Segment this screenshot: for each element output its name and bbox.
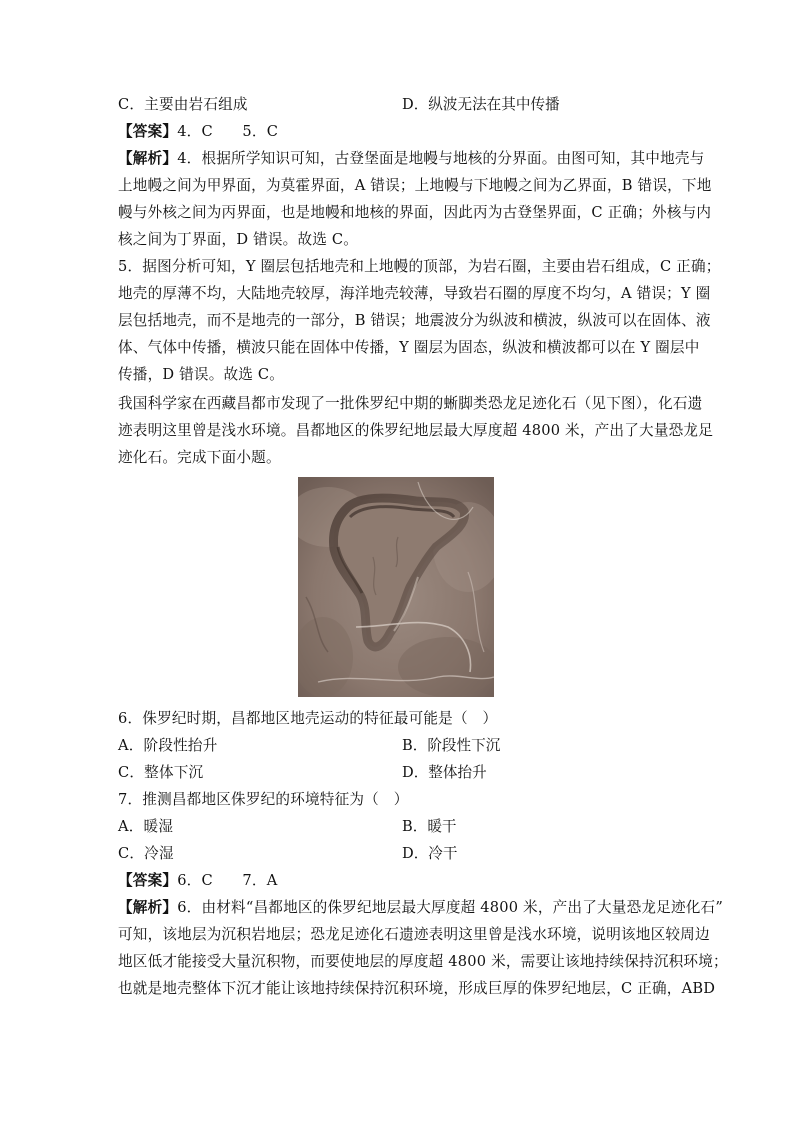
q6-option-d: D．整体抬升: [402, 764, 487, 781]
material-line-3: 迹化石。完成下面小题。: [118, 449, 281, 466]
dinosaur-footprint-photo: [298, 477, 494, 697]
analysis-label: 【解析】: [118, 899, 178, 916]
analysis-4-line-2: 上地幔之间为甲界面，为莫霍界面，A 错误；上地幔与下地幔之间为乙界面，B 错误，下地: [118, 177, 712, 194]
analysis-6-line-4: 也就是地壳整体下沉才能让该地持续保持沉积环境，形成巨厚的侏罗纪地层，C 正确，ABD: [118, 980, 716, 997]
analysis-6-line-2: 可知，该地层为沉积岩地层；恐龙足迹化石遗迹表明这里曾是浅水环境，说明该地区较周边: [118, 926, 710, 943]
analysis-label: 【解析】: [118, 150, 178, 167]
q7-option-a: A．暖湿: [118, 818, 174, 835]
q6-stem: 6．侏罗纪时期，昌都地区地壳运动的特征最可能是（ ）: [118, 710, 498, 727]
q6-option-a: A．阶段性抬升: [118, 737, 218, 754]
q5-option-d: D．纵波无法在其中传播: [402, 96, 560, 113]
material-line-2: 迹表明这里曾是浅水环境。昌都地区的侏罗纪地层最大厚度超 4800 米，产出了大量恐龙足: [118, 422, 713, 439]
analysis-4-line-3: 幔与外核之间为丙界面，也是地幔和地核的界面，因此丙为古登堡界面，C 正确；外核与内: [118, 204, 712, 221]
analysis-text: 4．根据所学知识可知，古登堡面是地幔与地核的分界面。由图可知，其中地壳与: [177, 150, 705, 167]
analysis-4-line-4: 核之间为丁界面，D 错误。故选 C。: [118, 231, 359, 248]
answer-label: 【答案】: [118, 872, 178, 889]
analysis-6-line-1: [118, 898, 723, 918]
material-line-1: 我国科学家在西藏昌都市发现了一批侏罗纪中期的蜥脚类恐龙足迹化石（见下图），化石遗: [118, 395, 703, 412]
q7-stem: 7．推测昌都地区侏罗纪的环境特征为（ ）: [118, 791, 409, 808]
analysis-5-line-5: 传播，D 错误。故选 C。: [118, 366, 285, 383]
answer-4-5: [118, 122, 278, 142]
analysis-4-line-1: [118, 149, 704, 169]
analysis-5-line-2: 地壳的厚薄不均，大陆地壳较厚，海洋地壳较薄，导致岩石圈的厚度不均匀，A 错误；Y 圈: [118, 285, 711, 302]
analysis-5-line-3: 层包括地壳，而不是地壳的一部分，B 错误；地震波分为纵波和横波，纵波可以在固体、液: [118, 312, 711, 329]
q7-option-d: D．冷干: [402, 845, 458, 862]
q6-option-b: B．阶段性下沉: [402, 737, 501, 754]
analysis-text: 6．由材料“昌都地区的侏罗纪地层最大厚度超 4800 米，产出了大量恐龙足迹化石”: [177, 899, 724, 916]
answer-label: 【答案】: [118, 123, 178, 140]
analysis-5-line-4: 体、气体中传播，横波只能在固体中传播，Y 圈层为固态，纵波和横波都可以在 Y 圈层中: [118, 339, 700, 356]
answer-text: 4．C 5．C: [177, 123, 279, 140]
q7-option-c: C．冷湿: [118, 845, 174, 862]
answer-6-7: [118, 871, 277, 891]
q6-option-c: C．整体下沉: [118, 764, 204, 781]
analysis-5-line-1: 5．据图分析可知，Y 圈层包括地壳和上地幔的顶部，为岩石圈，主要由岩石组成，C 正确；: [118, 258, 721, 275]
q7-option-b: B．暖干: [402, 818, 457, 835]
answer-text: 6．C 7．A: [177, 872, 278, 889]
q5-option-c: C．主要由岩石组成: [118, 96, 248, 113]
analysis-6-line-3: 地区低才能接受大量沉积物，而要使地层的厚度超 4800 米，需要让该地持续保持沉积环境；: [118, 953, 728, 970]
